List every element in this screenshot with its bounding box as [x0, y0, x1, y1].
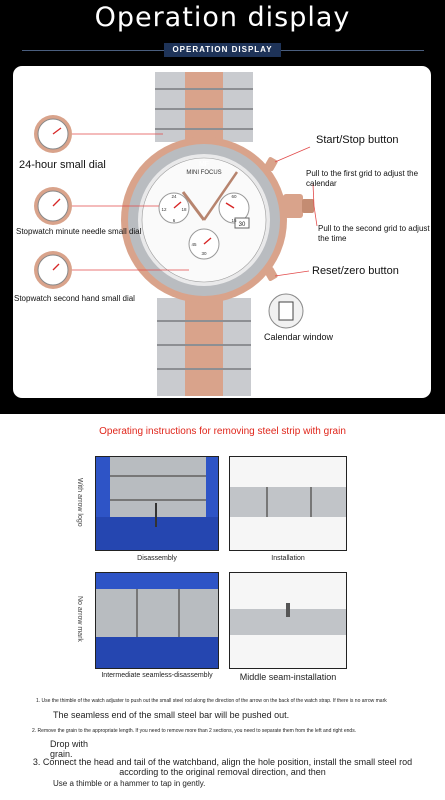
watch-illustration [13, 66, 431, 398]
sub-dial-numeral: 6 [172, 218, 176, 223]
disassembly-illustration [96, 457, 219, 551]
section-badge: OPERATION DISPLAY [164, 43, 281, 57]
label-24-hour-dial: 24-hour small dial [19, 159, 106, 171]
page-title: Operation display [94, 2, 351, 33]
label-minute-dial: Stopwatch minute needle small dial [16, 227, 142, 236]
watch-card [13, 66, 431, 398]
intermediate-illustration [96, 573, 219, 669]
middle-seam-illustration [230, 573, 347, 669]
note-step-1b: The seamless end of the small steel bar will be pushed out. [53, 710, 290, 720]
label-pull-second: Pull to the second grid to adjust the time [318, 224, 430, 243]
photo-middle-seam [229, 572, 347, 669]
photo-installation [229, 456, 347, 551]
label-start-stop: Start/Stop button [316, 134, 399, 146]
watch-case [121, 137, 314, 303]
watch-brand: MINI FOCUS [186, 170, 222, 176]
note-step-1: 1. Use the thimble of the watch adjuster to push out the small steel rod along the direction of the arrow on the back of the watch strap. If there is no arrow mark [36, 698, 387, 704]
sub-dial-numeral: 60 [231, 194, 237, 199]
sub-dial-numeral: 15 [231, 218, 237, 223]
photo-intermediate-disassembly [95, 572, 219, 669]
caption-installation: Installation [271, 555, 305, 562]
note-step-2b: Drop with grain. [50, 739, 89, 759]
steel-section-title: Operating instructions for removing steel strip with grain [99, 426, 346, 437]
steel-strip-section [0, 414, 445, 800]
installation-illustration [230, 457, 347, 551]
label-reset: Reset/zero button [312, 265, 399, 277]
watch-logo: MF [198, 161, 210, 168]
caption-middle-seam: Middle seam-installation [239, 672, 337, 682]
date-numeral: 30 [238, 222, 246, 228]
note-step-3b: Use a thimble or a hammer to tap in gently. [53, 779, 206, 788]
magnified-dials [34, 115, 72, 289]
sub-dial-numeral: 18 [181, 207, 187, 212]
note-step-3: 3. Connect the head and tail of the watchband, align the hole position, install the small steel rod according to the original removal direction, and then [32, 757, 413, 777]
label-second-dial: Stopwatch second hand small dial [14, 294, 135, 303]
caption-intermediate: Intermediate seamless-disassembly [101, 672, 213, 679]
caption-disassembly: Disassembly [137, 555, 177, 562]
side-label-no-arrow: No arrow mark [76, 596, 83, 642]
side-label-arrow: With arrow logo [76, 478, 83, 527]
photo-disassembly [95, 456, 219, 551]
label-pull-first: Pull to the first grid to adjust the calendar [306, 169, 419, 188]
sub-dial-numeral: 30 [201, 251, 207, 256]
sub-dial-numeral: 45 [191, 242, 197, 247]
label-calendar-window: Calendar window [264, 332, 334, 342]
sub-dial-numeral: 12 [161, 207, 167, 212]
note-step-2: 2. Remove the grain to the appropriate length. If you need to remove more than 2 sections, you need to separate them from the left and right ends. [32, 728, 357, 734]
sub-dial-numeral: 24 [171, 194, 177, 199]
